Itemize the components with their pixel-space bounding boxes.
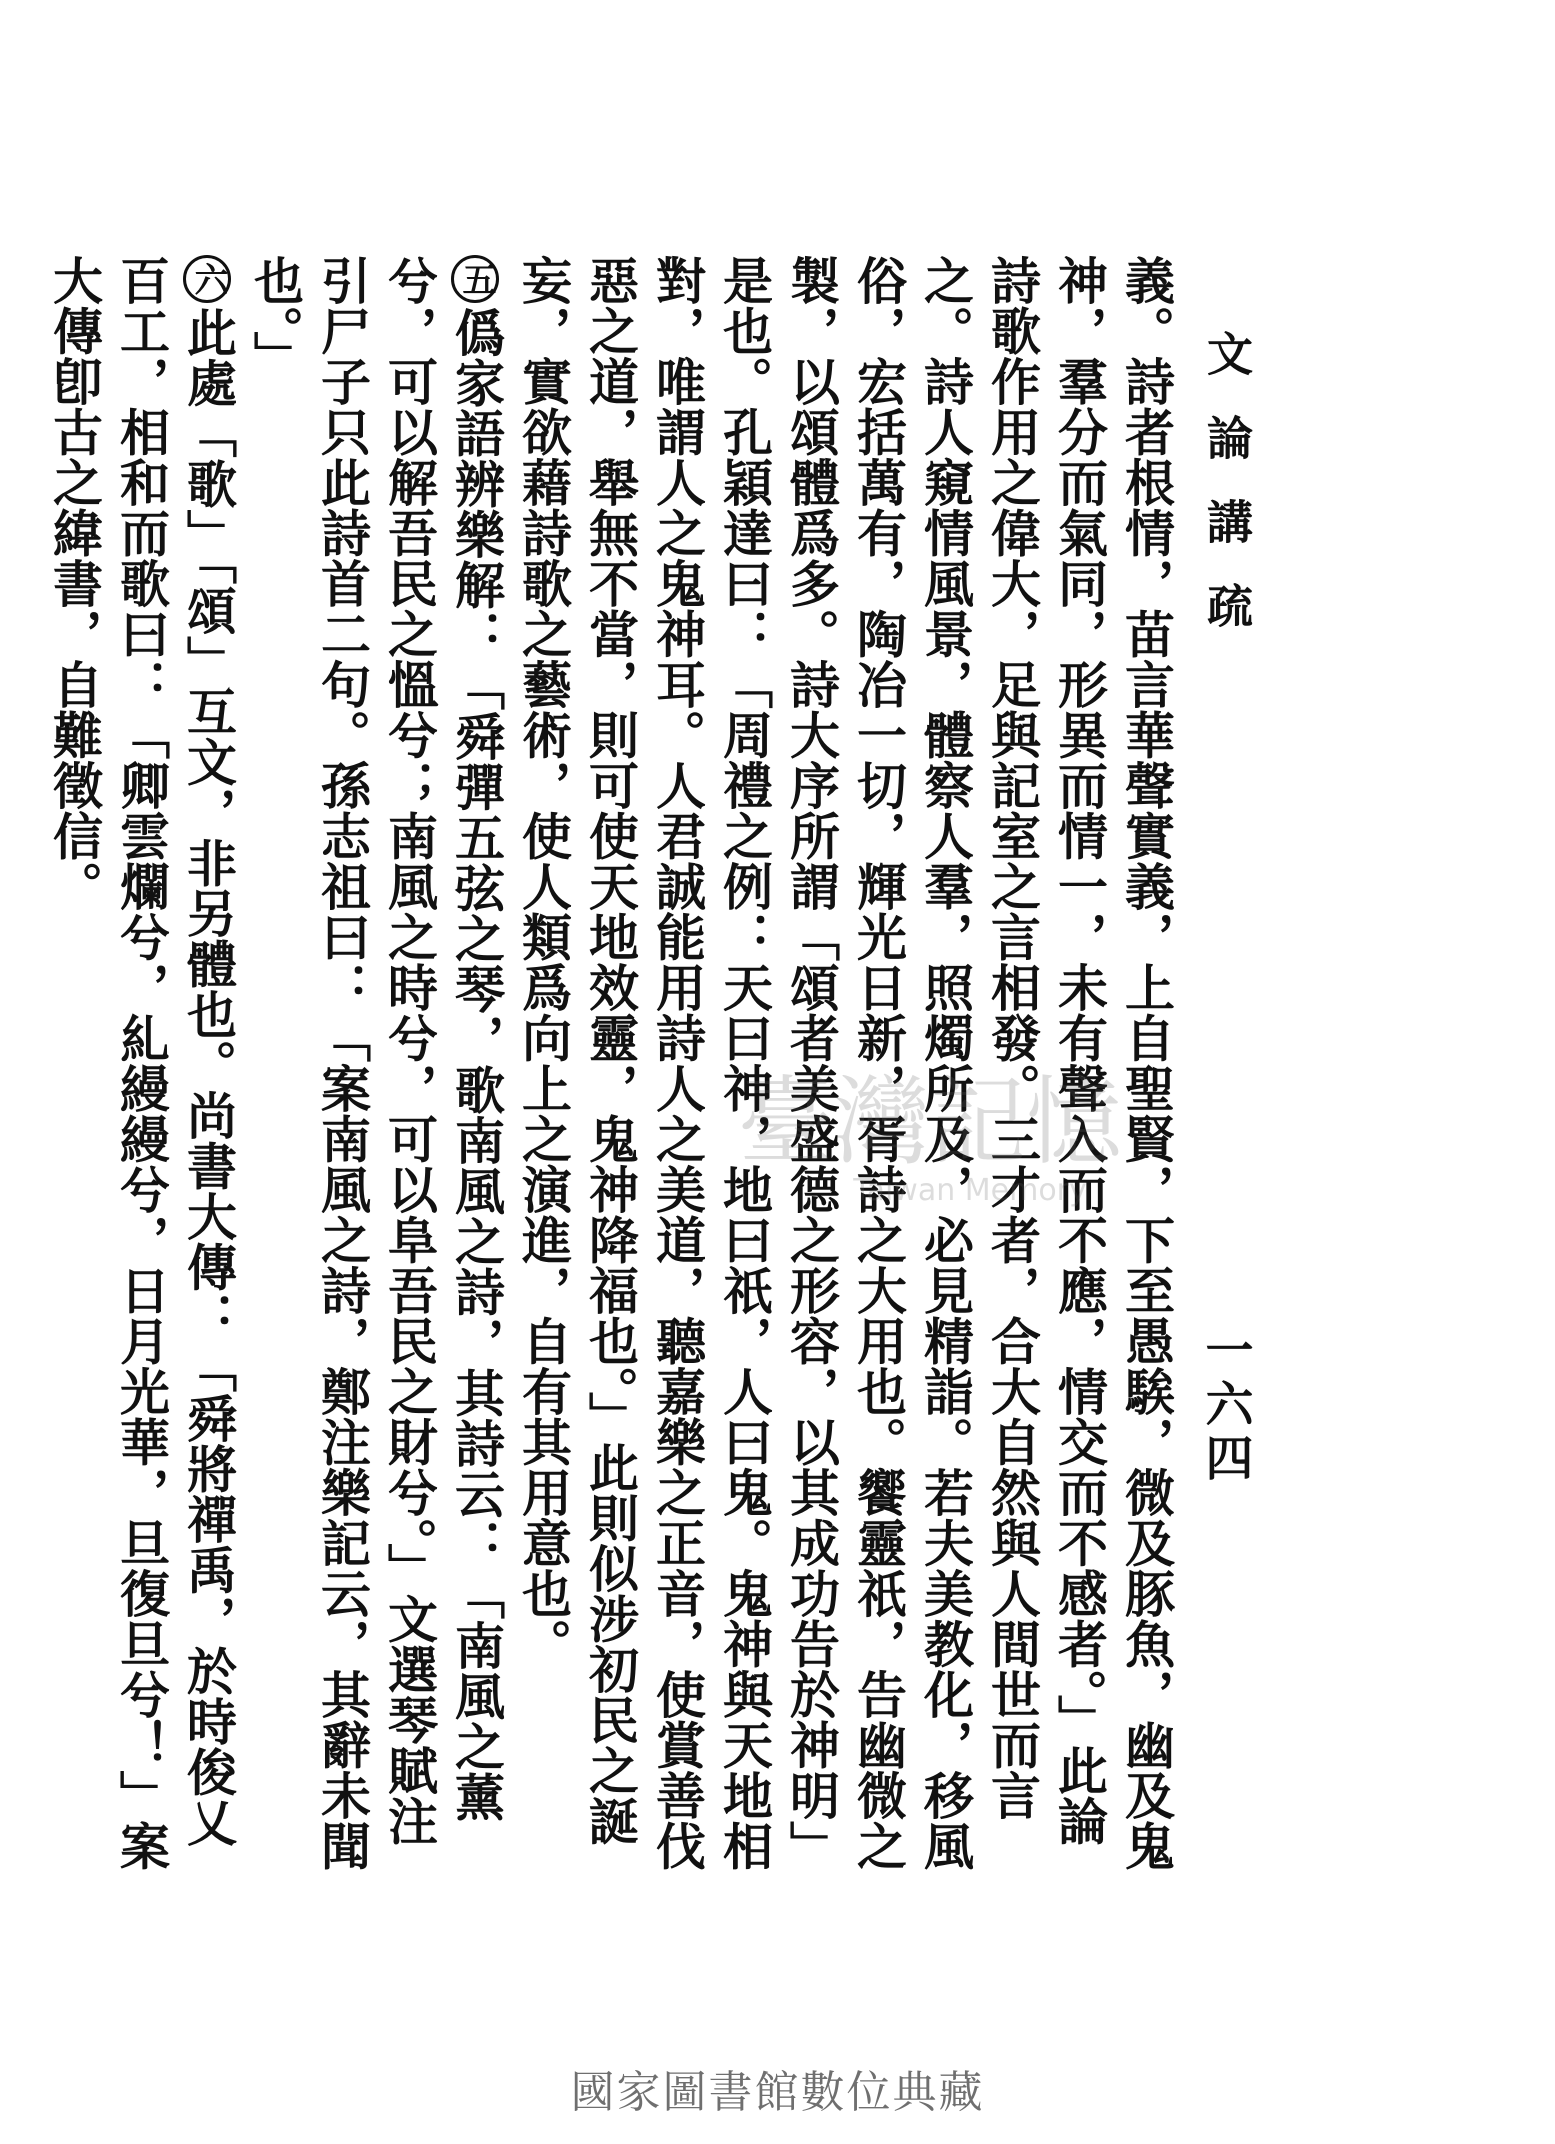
paragraph-text: 僞家語辨樂解：「舜彈五弦之琴，歌南風之詩，其詩云：「南風之薰兮，可以解吾民之慍兮；南風之時兮，可以阜吾民之財兮。」文選琴賦注引尸子只此詩首二句。孫志祖曰：「案南風之詩，鄭注樂記云，其辭未聞也。」 bbox=[246, 255, 506, 1871]
vertical-text-body bbox=[45, 255, 1180, 1895]
note-number-6: 六 bbox=[183, 255, 231, 303]
footer-credit: 國家圖書館數位典藏 bbox=[570, 2067, 985, 2118]
watermark-text: 臺灣記憶 bbox=[738, 1066, 1122, 1178]
paragraph-text: 義。詩者根情，苗言華聲實義，上自聖賢，下至愚騃，微及豚魚，幽及鬼神，羣分而氣同，形異而情一，未有聲入而不應，情交而不感者。」此論詩歌作用之偉大，足與記室之言相發。三才者，合大自然與人間世而言之。詩人窺情風景，體察人羣，照燭所及，必見精詣。若夫美教化，移風俗，宏括萬有，陶冶一切，輝光日新，胥詩之大用也。饗靈祇，告幽微之製，以頌體爲多。詩大序所謂「頌者美盛德之形容，以其成功告於神明」是也。孔穎達曰：「周禮之例：天曰神，地曰祇，人曰鬼。鬼神與天地相對，唯謂人之鬼神耳。人君誠能用詩人之美道，聽嘉樂之正音，使賞善伐惡之道，舉無不當，則可使天地效靈，鬼神降福也。」此則似涉初民之誕妄，實欲藉詩歌之藝術，使人類爲向上之演進，自有其用意也。 bbox=[514, 255, 1176, 1871]
watermark-subtext: Taiwan Memory bbox=[853, 1173, 1087, 1208]
note-number-5: 五 bbox=[451, 255, 499, 303]
running-head: 文論講疏 bbox=[1200, 330, 1254, 666]
paragraph-note-6 bbox=[41, 255, 242, 1895]
paragraph-note-5 bbox=[242, 255, 510, 1895]
paragraph-text: 此處「歌」「頌」互文，非另體也。尚書大傳：「舜將禪禹，於時俊乂百工，相和而歌曰：「卿雲爛兮，糺縵縵兮，日月光華，旦復旦兮！」案大傳卽古之緯書，自難徵信。 bbox=[45, 255, 238, 1871]
paragraph-main bbox=[510, 255, 1180, 1895]
page-number: 一六四 bbox=[1197, 1325, 1253, 1487]
